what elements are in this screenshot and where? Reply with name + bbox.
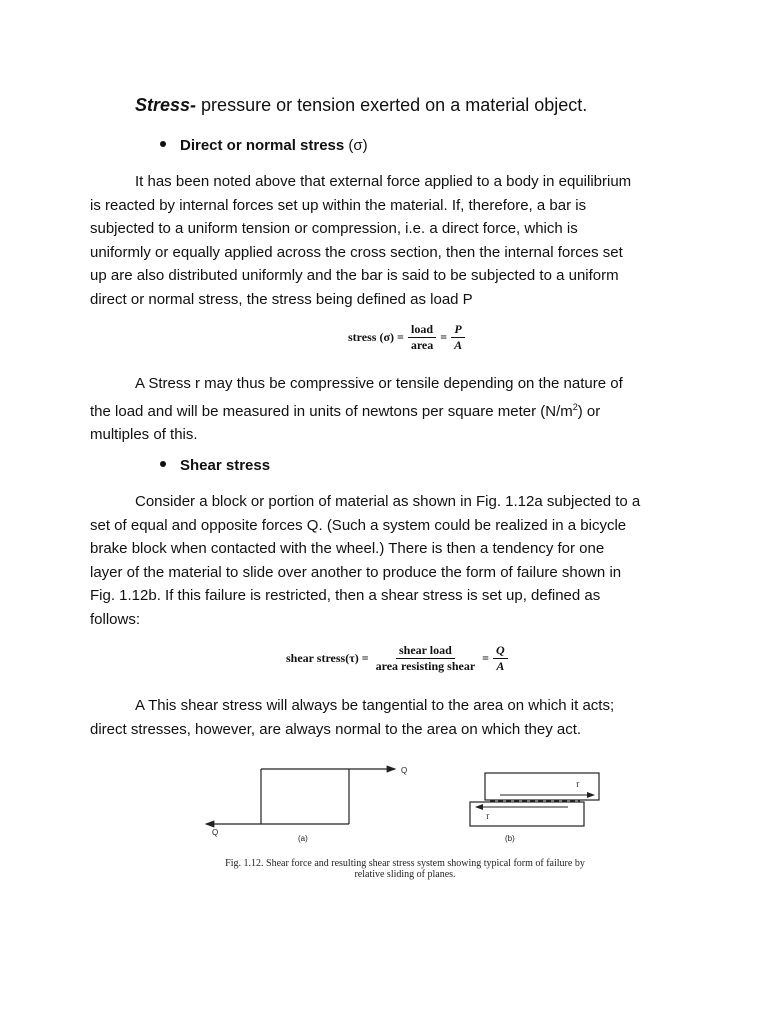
formula-lhs: stress (σ) = (348, 330, 404, 344)
label-a: (a) (298, 834, 308, 843)
paragraph-line: A Stress r may thus be compressive or tensile depending on the nature of (135, 375, 623, 392)
label-tau-top: τ (576, 780, 579, 789)
figure-shear-diagram (200, 755, 620, 850)
units-text: the load and will be measured in units of newtons per square meter (N/m (90, 402, 573, 420)
fraction-numerator: load (408, 323, 436, 338)
fraction-numerator: shear load (396, 644, 455, 659)
paragraph-line: is reacted by internal forces set up within the material. If, therefore, a bar is (90, 196, 587, 214)
bullet-direct-stress (160, 137, 368, 154)
fraction-shear-load-area (373, 644, 479, 673)
fraction-denominator: area (410, 338, 434, 352)
bullet-shear-stress (160, 457, 270, 474)
paragraph-direct-stress (90, 170, 631, 311)
fraction-denominator: A (496, 659, 505, 673)
figure-b-upper-block (485, 773, 599, 800)
bullet-shear-stress-label: Shear stress (180, 457, 271, 474)
figure-a-block (261, 769, 349, 824)
formula-shear-stress (286, 644, 512, 673)
paragraph-line: follows: (90, 610, 141, 628)
fraction-numerator: Q (493, 644, 508, 659)
heading-separator: - (190, 95, 197, 115)
paragraph-line: Consider a block or portion of material as shown in Fig. 1.12a subjected to a (135, 493, 641, 510)
bullet-dot-icon (160, 141, 166, 147)
heading-definition: pressure or tension exerted on a material object. (196, 95, 588, 115)
paragraph-line: brake block when contacted with the wheel.) There is then a tendency for one (90, 540, 605, 557)
paragraph-line: layer of the material to slide over another to produce the form of failure shown in (90, 563, 622, 581)
paragraph-line: set of equal and opposite forces Q. (Such a system could be realized in a bicycle (90, 516, 627, 534)
heading-term: Stress (135, 95, 191, 115)
paragraph-line: multiples of this. (90, 426, 198, 443)
paragraph-line: It has been noted above that external force applied to a body in equilibrium (135, 173, 632, 190)
paragraph-line: uniformly or equally applied across the cross section, then the internal forces set (90, 243, 623, 261)
caption-line: Fig. 1.12. Shear force and resulting shear stress system showing typical form of failure by (225, 858, 585, 869)
label-b: (b) (505, 834, 515, 843)
formula-equals: = (440, 330, 448, 344)
label-q-bottom: Q (212, 828, 219, 837)
fraction-p-a (451, 323, 465, 352)
paragraph-line: direct stresses, however, are always normal to the area on which they act. (90, 720, 582, 738)
sigma-symbol: (σ) (348, 137, 368, 154)
formula-equals: = (482, 651, 489, 665)
units-text-end: ) or (577, 402, 601, 420)
fraction-denominator: A (454, 338, 463, 352)
paragraph-line: subjected to a uniform tension or compression, i.e. a direct force, which is (90, 220, 578, 237)
paragraph-line: up are also distributed uniformly and the bar is said to be subjected to a uniform (90, 267, 619, 284)
paragraph-line: Fig. 1.12b. If this failure is restricted, then a shear stress is set up, defined as (90, 587, 601, 604)
paragraph-tangential (90, 694, 614, 741)
bullet-dot-icon (160, 461, 166, 467)
fraction-q-a (493, 644, 508, 673)
paragraph-shear-stress (90, 490, 640, 631)
page-heading (135, 95, 587, 116)
fraction-numerator: P (451, 323, 464, 338)
formula-normal-stress (348, 323, 469, 352)
paragraph-line: direct or normal stress, the stress being defined as load P (90, 290, 473, 308)
label-tau-bottom: τ (486, 812, 489, 821)
formula-lhs: shear stress(τ) = (286, 651, 369, 665)
paragraph-stress-units (90, 372, 623, 447)
label-q-top: Q (401, 766, 408, 775)
caption-line: relative sliding of planes. (354, 869, 456, 880)
paragraph-line (90, 396, 623, 424)
units-superscript: 2 (572, 401, 578, 412)
paragraph-line: A This shear stress will always be tangential to the area on which it acts; (135, 697, 615, 714)
figure-caption (180, 858, 630, 880)
bullet-direct-stress-label: Direct or normal stress (180, 137, 345, 154)
fraction-load-area (408, 323, 436, 352)
fraction-denominator: area resisting shear (375, 659, 476, 673)
